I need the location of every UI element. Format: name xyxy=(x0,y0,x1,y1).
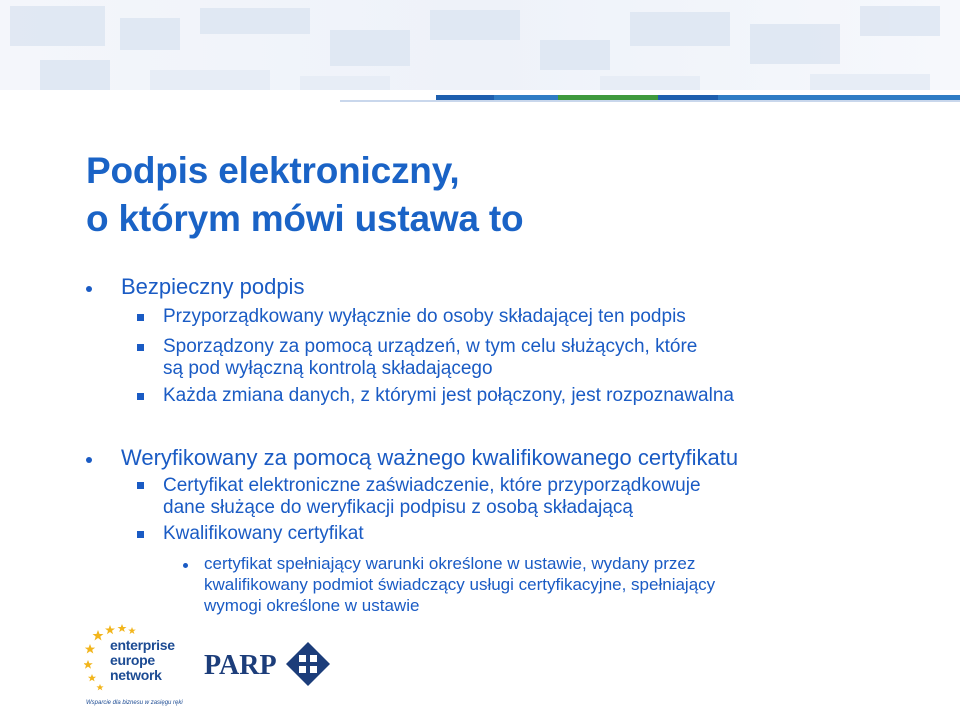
bullet-square xyxy=(137,482,144,489)
bullet-dot xyxy=(86,457,92,463)
section2-subitem-continuation: kwalifikowany podmiot świadczący usługi certyfikacyjne, spełniający xyxy=(204,575,716,594)
section2-subitem: certyfikat spełniający warunki określone w ustawie, wydany przez xyxy=(204,554,696,573)
title-line-2: o którym mówi ustawa to xyxy=(86,198,524,239)
section1-item: Sporządzony za pomocą urządzeń, w tym celu służących, które xyxy=(163,336,698,357)
parp-wordmark: PARP xyxy=(204,650,277,681)
een-tagline: Wsparcie dla biznesu w zasięgu ręki xyxy=(86,700,183,706)
section1-item: Przyporządkowany wyłącznie do osoby składającej ten podpis xyxy=(163,306,686,327)
een-line-2: europe xyxy=(110,652,155,668)
bullet-square xyxy=(137,314,144,321)
parp-logo xyxy=(204,642,330,686)
parp-emblem-icon xyxy=(286,642,330,686)
een-wordmark xyxy=(110,638,175,683)
section1-item: Każda zmiana danych, z którymi jest połączony, jest rozpoznawalna xyxy=(163,385,734,406)
een-line-3: network xyxy=(110,667,162,683)
section2-item: Certyfikat elektroniczne zaświadczenie, które przyporządkowuje xyxy=(163,475,701,496)
bullet-square xyxy=(137,344,144,351)
bullet-square xyxy=(137,393,144,400)
section1-heading: Bezpieczny podpis xyxy=(121,274,305,299)
sub-bullet-dot xyxy=(183,563,188,568)
section2-item-continuation: dane służące do weryfikacji podpisu z osobą składającą xyxy=(163,497,633,518)
section2-subitem-continuation: wymogi określone w ustawie xyxy=(204,596,420,615)
title-line-1: Podpis elektroniczny, xyxy=(86,150,460,191)
enterprise-europe-network-logo xyxy=(84,624,194,711)
bullet-dot xyxy=(86,286,92,292)
section2-heading: Weryfikowany za pomocą ważnego kwalifikowanego certyfikatu xyxy=(121,445,739,470)
section1-item-continuation: są pod wyłączną kontrolą składającego xyxy=(163,358,493,379)
een-line-1: enterprise xyxy=(110,637,175,653)
bullet-square xyxy=(137,531,144,538)
section2-item: Kwalifikowany certyfikat xyxy=(163,523,364,544)
